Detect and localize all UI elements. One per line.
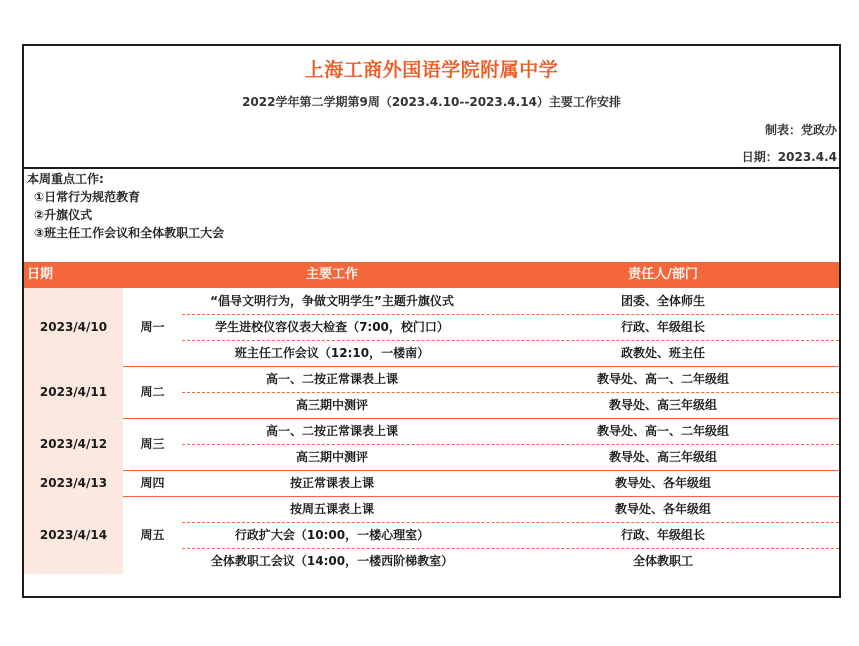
focus-item: ①日常行为规范教育	[34, 190, 141, 204]
owner-cell: 行政、年级组长	[620, 320, 705, 334]
work-cell: 高三期中测评	[295, 398, 368, 412]
schedule-sheet	[22, 44, 841, 598]
owner-cell: 教导处、高一、二年级组	[596, 424, 729, 438]
work-cell: 高一、二按正常课表上课	[265, 424, 398, 438]
table-header	[24, 262, 839, 288]
weekday-cell: 周一	[140, 320, 165, 334]
schedule-subtitle: 2022学年第二学期第9周（2023.4.10--2023.4.14）主要工作安排	[242, 95, 621, 109]
owner-cell: 全体教职工	[632, 554, 693, 568]
owner-cell: 教导处、各年级组	[614, 476, 711, 490]
work-cell: 全体教职工会议（14:00，一楼西阶梯教室）	[210, 554, 454, 568]
work-cell: 高三期中测评	[295, 450, 368, 464]
work-cell: 按正常课表上课	[289, 476, 374, 490]
row-divider	[182, 392, 839, 393]
date-cell: 2023/4/10	[39, 320, 108, 334]
weekday-cell: 周五	[140, 528, 165, 542]
focus-item: ③班主任工作会议和全体教职工大会	[34, 226, 225, 240]
weekday-cell: 周三	[140, 437, 165, 451]
column-header-date: 日期	[27, 267, 54, 282]
focus-title: 本周重点工作:	[27, 172, 104, 186]
owner-cell: 团委、全体师生	[620, 294, 705, 308]
work-cell: 行政扩大会（10:00，一楼心理室）	[234, 528, 430, 542]
column-header-owner: 责任人/部门	[628, 267, 698, 282]
weekly-focus	[27, 170, 224, 242]
school-title: 上海工商外国语学院附属中学	[304, 59, 559, 81]
weekday-cell: 周四	[140, 476, 165, 490]
focus-item: ②升旗仪式	[34, 208, 93, 222]
owner-cell: 政教处、班主任	[620, 346, 705, 360]
work-cell: 按周五课表上课	[289, 502, 374, 516]
weekday-cell: 周二	[140, 385, 165, 399]
row-divider	[182, 314, 839, 315]
work-cell: 班主任工作会议（12:10，一楼南）	[234, 346, 430, 360]
work-cell: 高一、二按正常课表上课	[265, 372, 398, 386]
row-divider	[182, 340, 839, 341]
date-label: 日期：2023.4.4	[741, 150, 837, 164]
maker-label: 制表：党政办	[764, 123, 837, 137]
date-cell: 2023/4/12	[39, 437, 108, 451]
owner-cell: 教导处、高一、二年级组	[596, 372, 729, 386]
row-divider	[182, 522, 839, 523]
owner-cell: 行政、年级组长	[620, 528, 705, 542]
date-cell: 2023/4/11	[39, 385, 108, 399]
owner-cell: 教导处、高三年级组	[608, 450, 717, 464]
work-cell: 学生进校仪容仪表大检查（7:00，校门口）	[215, 320, 449, 334]
date-cell: 2023/4/13	[39, 476, 108, 490]
row-divider	[182, 548, 839, 549]
owner-cell: 教导处、各年级组	[614, 502, 711, 516]
date-cell: 2023/4/14	[39, 528, 108, 542]
header-divider	[24, 167, 839, 169]
owner-cell: 教导处、高三年级组	[608, 398, 717, 412]
column-header-work: 主要工作	[305, 267, 358, 282]
work-cell: “倡导文明行为，争做文明学生”主题升旗仪式	[210, 294, 454, 308]
row-divider	[182, 444, 839, 445]
